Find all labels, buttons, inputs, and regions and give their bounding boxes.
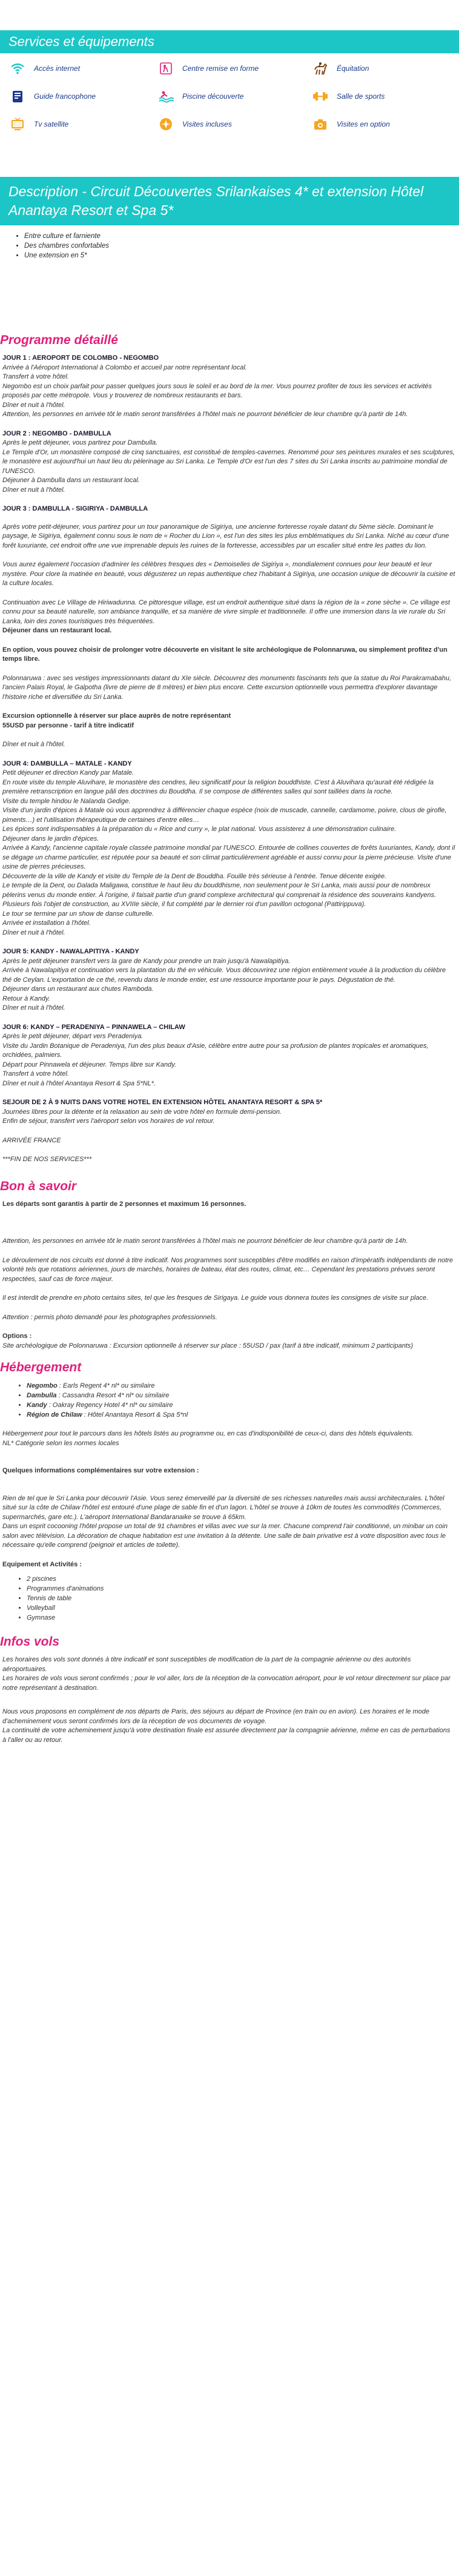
vols-paragraph: Les horaires de vols vous seront confirmés ; pour le vol aller, lors de la réception de la convocation aéroport, pour le vol retour directement sur place par notre représentant à destination. <box>2 1675 451 1692</box>
day-line: Arrivée à Kandy, l'ancienne capitale royale classée patrimoine mondial par l'UNESCO. Entourée de collines couvertes de forêts luxuriantes, Kandy, dont il se dégage un charme particulier, est réputée pour sa beauté et son climat particulièrement agréable et aussi connu pour la pierre précieuse. Visite d'une usine de pierres précieuses. <box>2 844 455 870</box>
services-grid <box>0 53 459 134</box>
day-3-dinner: Dîner et nuit à l'hôtel. <box>2 741 65 748</box>
hebergement-content <box>0 1381 459 1623</box>
day-3-paragraph: Vous aurez également l'occasion d'admirer les célèbres fresques des « Demoiselles de Sigiriya », mondialement connues pour leur beauté et leur mystère. Pour clore la matinée en beauté, vous dégusterez un repas authentique chez l'habitant à Sigiriya, une occasion unique de découvrir la cuisine et la culture locales. <box>2 561 455 587</box>
day-line: Arrivée à Nawalapitiya et continuation vers la plantation du thé en véhicule. Vous découvrirez une région entièrement vouée à la production du célèbre thé de Ceylan. L'exportation de ce thé, revendu dans le monde entier, est une ressource importante pour le pays. Dégustation de thé. <box>2 967 446 984</box>
day-line: En route visite du temple Aluvihare, le monastère des cendres, lieu significatif pour la religion bouddhiste. C'est à Aluvihara qu'aurait été rédigée la première retranscription en langue pâli des doctrines du Bouddha. Il se compose de différentes salles qui sont taillées dans la roche. <box>2 778 434 795</box>
day-3-heading-block <box>2 505 455 514</box>
hotel-city: Région de Chilaw <box>27 1411 82 1419</box>
info-paragraph: Attention : permis photo demandé pour les photographes professionnels. <box>2 1313 217 1321</box>
hotel-item <box>27 1391 455 1400</box>
day-heading: JOUR 3 : DAMBULLA - SIGIRIYA - DAMBULLA <box>2 505 148 512</box>
hotel-name: : Cassandra Resort 4* nl* ou similaire <box>58 1392 170 1399</box>
day-6 <box>2 1023 455 1089</box>
service-label: Équitation <box>337 64 369 73</box>
description-bullet: • Des chambres confortables <box>24 241 459 251</box>
complement-paragraph: Dans un esprit cocooning l'hôtel propose un total de 91 chambres et villas avec vue sur la mer. Chacune comprend l'air conditionné, un minibar un coin salon avec télévision. La décoration de chaque habitation est une invitation à la détente. Une salle de bain privative est à votre disposition avec tous le nécessaire qu'elle comprend (peignoir et articles de toilette). <box>2 1523 448 1549</box>
vols-paragraph: La continuité de votre acheminement jusqu'à votre destination finale est assurée directement par la compagnie aérienne, même en cas de perturbations à l'aller ou au retour. <box>2 1727 451 1744</box>
day-4 <box>2 760 455 938</box>
guide-icon <box>10 88 25 104</box>
hotel-item <box>27 1400 455 1410</box>
departure-guarantee: Les départs sont garantis à partir de 2 personnes et maximum 16 personnes. <box>2 1200 246 1208</box>
day-3-paragraph: Après votre petit-déjeuner, vous partirez pour un tour panoramique de Sigiriya, une ancienne forteresse royale datant du 5ème siècle. Dominant le paysage, le Sigiriya, également connu sous le nom de « Rocher du Lion », est l'un des sites les plus emblématiques du Sri Lanka. Niché au cœur d'une forêt luxuriante, cet endroit offre une vue imprenable depuis les ruines de la forteresse, accessibles par un escalier situé entre les pattes du lion. <box>2 523 449 549</box>
end-of-services: ***FIN DE NOS SERVICES*** <box>2 1156 92 1163</box>
infos-vols-content <box>0 1655 459 1745</box>
day-3-excursion <box>2 712 455 730</box>
wifi-icon <box>10 61 25 76</box>
day-line: Journées libres pour la détente et la relaxation au sein de votre hôtel en formule demi-pension. <box>2 1108 282 1116</box>
service-label: Salle de sports <box>337 92 385 101</box>
day-line: Découverte de la ville de Kandy et visite du Temple de la Dent de Bouddha. Fouille très sérieuse à l'entrée. Tenue décente exigée. <box>2 872 387 880</box>
equip-item: • 2 piscines <box>27 1574 455 1584</box>
hotel-city: Kandy <box>27 1402 47 1409</box>
day-line: Transfert à votre hôtel. <box>2 373 69 380</box>
hotel-item <box>27 1381 455 1391</box>
options-block <box>2 1332 455 1351</box>
day-line: Visite du Jardin Botanique de Peradeniya, l'un des plus beaux d'Asie, célèbre entre autre pour sa profusion de plantes tropicales et aromatiques, orchidées, palmiers. <box>2 1042 429 1059</box>
sightseeing-icon <box>158 116 174 132</box>
day-line: Arrivée et installation à l'hôtel. <box>2 919 91 927</box>
day-line: Déjeuner à Dambulla dans un restaurant local. <box>2 477 140 484</box>
service-label: Guide francophone <box>34 92 96 101</box>
day-line: Après le petit déjeuner, vous partirez pour Dambulla. <box>2 439 158 446</box>
service-item-tv <box>10 114 158 134</box>
service-label: Tv satellite <box>34 120 69 128</box>
day-line: Arrivée à l'Aéroport International à Colombo et accueil par notre représentant local. <box>2 363 247 371</box>
day-line: Petit déjeuner et direction Kandy par Matale. <box>2 769 134 776</box>
day-3-polonnaruwa: Polonnaruwa : avec ses vestiges impressionnants datant du XIe siècle. Découvrez des monuments fascinants tels que la statue du Roi Parakramabahu, l'ancien Palais Royal, le Galpotha (livre de pierre de 8 mètres) et bien plus encore. Cette excursion optionnelle vous permettra d'explorer davantage l'histoire riche et diversifiée du Sri Lanka. <box>2 674 452 701</box>
day-line: Après le petit déjeuner, départ vers Peradeniya. <box>2 1033 144 1040</box>
day-line: Déjeuner dans le jardin d'épices. <box>2 835 99 843</box>
programme-title: Programme détaillé <box>0 333 118 347</box>
service-item-guide <box>10 86 158 107</box>
info-paragraph: Attention, les personnes en arrivée tôt le matin seront transférées à l'hôtel mais ne pourront bénéficier de leur chambre qu'à partir de 14h. <box>2 1237 408 1245</box>
horse-riding-icon <box>312 61 328 76</box>
equip-list <box>2 1574 455 1623</box>
vols-paragraph: Les horaires des vols sont donnés à titre indicatif et sont susceptibles de modification de la part de la compagnie aérienne ou des autorités aéroportuaires. <box>2 1656 411 1673</box>
day-heading: JOUR 1 : AEROPORT DE COLOMBO - NEGOMBO <box>2 354 159 362</box>
hotel-name: : Hôtel Anantaya Resort & Spa 5*nl <box>84 1411 188 1419</box>
hebergement-note: Hébergement pour tout le parcours dans les hôtels listés au programme ou, en cas d'indisponibilité de ceux-ci, dans des hôtels équivalents. <box>2 1430 414 1437</box>
description-bullet: • Entre culture et farniente <box>24 231 459 241</box>
service-item-equitation <box>312 58 459 79</box>
arrival-france: ARRIVÉE FRANCE <box>2 1136 61 1144</box>
vols-paragraph: Nous vous proposons en complément de nos départs de Paris, des séjours au départ de Province (en train ou en avion). Les horaires et le mode d'acheminement vous seront confirmés lors de la réception de vos documents de voyage. <box>2 1708 430 1725</box>
service-label: Visites en option <box>337 120 390 128</box>
hotel-city: Dambulla <box>27 1392 57 1399</box>
day-line: Visite du temple hindou le Nalanda Gedige. <box>2 797 131 805</box>
complement-paragraph: Rien de tel que le Sri Lanka pour découvrir l'Asie. Vous serez émerveillé par la diversité de ses richesses naturelles mais aussi architecturales. L'hôtel situé sur la côte de Chilaw l'hôtel est entouré d'une plage de sable fin et d'un lagon. L'hôtel se trouve à 10km de toutes les commodités (Commerces, supermarchés, gare etc.). L'aéroport International Bandaranaike se trouve à 65km. <box>2 1494 444 1521</box>
description-title: Description - Circuit Découvertes Srilankaises 4* et extension Hôtel Anantaya Resort et Spa 5* <box>0 177 459 225</box>
day-3-paragraph: Continuation avec Le Village de Hiriwadunna. Ce pittoresque village, est un endroit authentique situé dans la région de la « zone sèche ». Ce village est connu pour sa beauté naturelle, son ambiance tranquille, et sa manière de vivre simple et traditionnelle. Il offre une immersion dans la vie rurale du Sri Lanka, loin des zones touristiques très fréquentées. <box>2 598 451 625</box>
day-line: Dîner et nuit à l'hôtel. <box>2 929 65 936</box>
options-text: Site archéologique de Polonnaruwa : Excursion optionnelle à réserver sur place : 55USD / pax (tarif à titre indicatif, minimum 2 participants) <box>2 1342 414 1349</box>
day-line: Après le petit déjeuner transfert vers la gare de Kandy pour prendre un train jusqu'à Nawalapitiya. <box>2 957 291 965</box>
programme-content <box>0 354 459 1165</box>
day-line: Le temple de la Dent, ou Dalada Maligawa, constitue le haut lieu du bouddhisme, non seulement pour le Sri Lanka, mais aussi pour de nombreux pèlerins venus du monde entier. À l'origine, il faisait partie d'un grand complexe architectural qui comprenait la résidence des souverains kandyens. Plusieurs fois l'objet de construction, au XVIIIe siècle, il fut complété par le dernier roi d'un pavillon octogonal (Pattirippuva). <box>2 882 437 908</box>
description-bullet: • Une extension en 5* <box>24 251 459 260</box>
day-line: Dîner et nuit à l'hôtel. <box>2 486 65 494</box>
service-item-visits-included <box>158 114 312 134</box>
hotel-name: : Oakray Regency Hotel 4* nl* ou similaire <box>48 1402 173 1409</box>
day-heading: SEJOUR DE 2 À 9 NUITS DANS VOTRE HOTEL EN EXTENSION HÔTEL ANANTAYA RESORT & SPA 5* <box>2 1099 323 1106</box>
hebergement-title: Hébergement <box>0 1360 82 1374</box>
day-line: Dîner et nuit à l'hôtel. <box>2 1004 65 1012</box>
bon-a-savoir-title: Bon à savoir <box>0 1179 77 1193</box>
service-label: Accès internet <box>34 64 81 73</box>
day-line: Attention, les personnes en arrivée tôt le matin seront transférées à l'hôtel mais ne pourront bénéficier de leur chambre qu'à partir de 14h. <box>2 411 408 418</box>
hotel-city: Negombo <box>27 1382 58 1389</box>
day-line: Negombo est un choix parfait pour passer quelques jours sous le soleil et au bord de la mer. Vous pourrez profiter de tous les services et activités proposés par cette métropole. Vous y trouverez de nombreux restaurants et bars. <box>2 382 432 399</box>
equip-title: Equipement et Activités : <box>2 1560 82 1568</box>
service-item-fitness <box>158 58 312 79</box>
day-heading: JOUR 2 : NEGOMBO - DAMBULLA <box>2 429 111 437</box>
pool-icon <box>158 88 174 104</box>
complement-title: Quelques informations complémentaires sur votre extension : <box>2 1467 199 1474</box>
info-paragraph: Le déroulement de nos circuits est donné à titre indicatif. Nos programmes sont susceptibles d'être modifiés en raison d'impératifs indépendants de notre volonté tels que rotations aériennes, jours de marchés, horaires de bateau, état des routes, climat, etc… Cependant les prestations prévues seront respectées, sauf cas de force majeur. <box>2 1256 454 1283</box>
hotel-list <box>2 1381 455 1420</box>
services-title: Services et équipements <box>0 30 459 53</box>
hotel-item <box>27 1410 455 1420</box>
day-line: Le Temple d'Or, un monastère composé de cinq sanctuaires, est constitué de temples-cavernes. Renommé pour ses peintures murales et ses sculptures, le monastère est aujourd'hui un haut lieu du pèlerinage au Sri Lanka. Le Temple d'Or est l'un des 7 sites du Sri Lanka inscrits au patrimoine mondial de l'UNESCO. <box>2 448 455 475</box>
hotel-name: : Earls Regent 4* nl* ou similaire <box>59 1382 155 1389</box>
day-line: Le tour se termine par un show de danse culturelle. <box>2 910 154 918</box>
service-item-visits-option <box>312 114 459 134</box>
description-bullets <box>0 231 459 260</box>
day-heading: JOUR 5: KANDY - NAWALAPITIYA - KANDY <box>2 948 139 955</box>
page <box>0 30 459 1745</box>
equip-item: • Tennis de table <box>27 1594 455 1603</box>
info-paragraph: Il est interdit de prendre en photo certains sites, tel que les fresques de Sirigaya. Le guide vous donnera toutes les consignes de visite sur place. <box>2 1294 429 1302</box>
day-line: Dîner et nuit à l'hôtel Anantaya Resort & Spa 5*NL*. <box>2 1079 156 1087</box>
bon-a-savoir-content <box>0 1200 459 1351</box>
tv-icon <box>10 116 25 132</box>
service-item-internet <box>10 58 158 79</box>
camera-icon <box>312 116 328 132</box>
extension-stay <box>2 1098 455 1127</box>
hebergement-note: NL* Catégorie selon les normes locales <box>2 1439 119 1447</box>
service-label: Piscine découverte <box>182 92 244 101</box>
service-item-gym <box>312 86 459 107</box>
day-line: Dîner et nuit à l'hôtel. <box>2 401 65 409</box>
day-line: Déjeuner dans un restaurant aux chutes Rambod​a. <box>2 985 154 993</box>
infos-vols-title: Infos vols <box>0 1635 60 1649</box>
excursion-note: Excursion optionnelle à réserver sur place auprès de notre représentant <box>2 712 231 720</box>
equip-item: • Programmes d'animations <box>27 1584 455 1594</box>
options-title: Options : <box>2 1333 32 1340</box>
day-2 <box>2 429 455 495</box>
service-label: Visites incluses <box>182 120 232 128</box>
day-heading: JOUR 4: DAMBULLA – MATALE - KANDY <box>2 760 132 767</box>
day-line: Départ pour Pinnawela et déjeuner. Temps libre sur Kandy. <box>2 1061 176 1068</box>
service-item-pool <box>158 86 312 107</box>
day-line: Les épices sont indispensables à la préparation du « Rice and curry », le plat national. Vous assisterez à une démonstration culinaire. <box>2 826 397 833</box>
equip-item: • Volleyball <box>27 1603 455 1613</box>
day-3-option: En option, vous pouvez choisir de prolonger votre découverte en visitant le site archéologique de Polonnaruwa, ou simplement profitez d'un temps libre. <box>2 646 447 663</box>
day-heading: JOUR 6: KANDY – PERADENIYA – PINNAWELA – CHILAW <box>2 1023 185 1031</box>
day-line: Transfert à votre hôtel. <box>2 1070 69 1078</box>
hebergement-notes <box>2 1429 455 1448</box>
dumbbell-icon <box>312 88 328 104</box>
day-1 <box>2 354 455 420</box>
day-3-lunch: Déjeuner dans un restaurant local. <box>2 627 112 634</box>
day-line: Visite d'un jardin d'épices à Matale où vous apprendrez à différencier chaque espèce (noix de muscade, cannelle, cardamome, poivre, clous de girofle, piments…) et l'utilisation thérapeutique de certaines d'entre elles… <box>2 807 447 824</box>
excursion-price: 55USD par personne - tarif à titre indicatif <box>2 721 134 729</box>
day-5 <box>2 947 455 1013</box>
day-line: Retour à Kandy. <box>2 995 50 1002</box>
service-label: Centre remise en forme <box>182 64 259 73</box>
equip-item: • Gymnase <box>27 1613 455 1623</box>
day-line: Enfin de séjour, transfert vers l'aéroport selon vos horaires de vol retour. <box>2 1117 215 1125</box>
fitness-icon <box>158 61 174 76</box>
